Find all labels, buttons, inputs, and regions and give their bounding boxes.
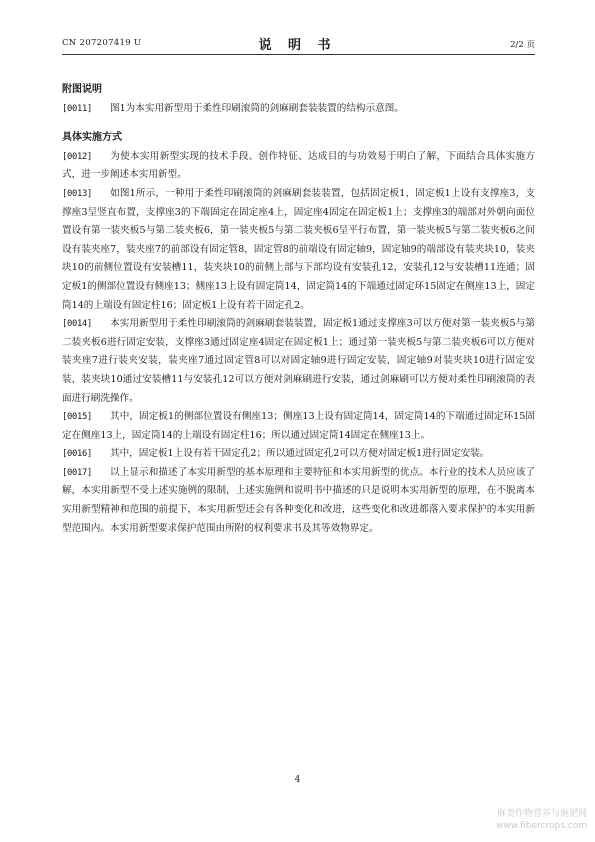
paragraph-0013 [62,185,535,315]
paragraph-text: 图1为本实用新型用于柔性印刷滚筒的剑麻刷套装装置的结构示意图。 [109,102,404,114]
paragraph-0011 [62,100,535,119]
page-number: 4 [294,775,301,785]
section-heading-drawings: 附图说明 [62,84,102,95]
paragraph-number: [0012] [62,151,92,162]
paragraph-text: 为使本实用新型实现的技术手段、创作特征、达成目的与功效易于明白了解，下面结合具体实施方式，进一步阐述本实用新型。 [62,150,535,181]
paragraph-0016 [62,445,535,464]
paragraph-text: 以上显示和描述了本实用新型的基本原理和主要特征和本实用新型的优点。本行业的技术人员应该了解，本实用新型不受上述实施例的限制，上述实施例和说明书中描述的只是说明本实用新型的原理，在不脱离本实用新型精神和范围的前提下，本实用新型还会有各种变化和改进，这些变化和改进都落入要求保护的本实用新型范围内。本实用新型要求保护范围由所附的权利要求书及其等效物界定。 [62,466,535,534]
watermark-site-name: 麻类作物营养与施肥网 [496,809,587,819]
document-title: 说 明 书 [258,38,337,53]
page-indicator: 2/2 页 [510,40,535,50]
paragraph-number: [0017] [62,467,92,478]
patent-number: CN 207207419 U [62,38,142,48]
paragraph-number: [0015] [62,412,92,423]
paragraph-text: 如图1所示，一种用于柔性印刷滚筒的剑麻刷套装装置，包括固定板1，固定板1上设有支撑座3，支撑座3呈竖直布置，支撑座3的下端固定在固定座4上，固定座4固定在固定板1上；支撑座3的端部对外朝向面位置设有第一装夹板5与第二装夹板6，第一装夹板5与第二装夹板6呈平行布置，第一装夹板5与第二装夹板6之间设有装夹座7，装夹座7的前部设有固定管8，固定管8的前端设有固定轴9，固定轴9的端部设有装夹块10，装夹块10的前侧位置设有安装槽11，装夹块10的前侧上部与下部均设有安装孔12，安装孔12与安装槽11连通；固定板1的侧部位置设有侧座13；侧座13上设有固定筒14，固定筒14的下端通过固定环15固定在侧座13上，固定筒14的上端设有固定柱16；固定板1上设有若干固定孔2。 [62,187,535,311]
paragraph-0014 [62,315,535,408]
paragraph-0012 [62,148,535,185]
paragraph-0017 [62,464,535,538]
paragraph-text: 本实用新型用于柔性印刷滚筒的剑麻刷套装装置，固定板1通过支撑座3可以方便对第一装夹板5与第二装夹板6进行固定安装，支撑座3通过固定座4固定在固定板1上；通过第一装夹板5与第二装夹板6可以方便对装夹座7进行装夹安装，装夹座7通过固定管8可以对固定轴9进行固定安装，固定轴9对装夹块10进行固定安装，装夹块10通过安装槽11与安装孔12可以方便对剑麻刷进行安装，通过剑麻刷可以方便对柔性印刷滚筒的表面进行刷洗操作。 [62,318,535,404]
paragraph-number: [0016] [62,449,92,460]
paragraph-text: 其中，固定板1的侧部位置设有侧座13；侧座13上设有固定筒14，固定筒14的下端通过固定环15固定在侧座13上，固定筒14的上端设有固定柱16；所以通过固定筒14固定在侧座13上。 [62,411,535,441]
paragraph-0015 [62,408,535,445]
watermark [496,808,587,832]
document-body [62,81,535,538]
paragraph-number: [0014] [62,319,92,330]
paragraph-number: [0011] [62,103,92,114]
paragraph-text: 其中，固定板1上设有若干固定孔2；所以通过固定孔2可以方便对固定板1进行固定安装。 [109,448,490,460]
header-divider [62,54,535,55]
section-heading-embodiment: 具体实施方式 [62,132,122,144]
paragraph-number: [0013] [62,188,92,199]
watermark-url: www.fibercrops.com [496,821,587,831]
